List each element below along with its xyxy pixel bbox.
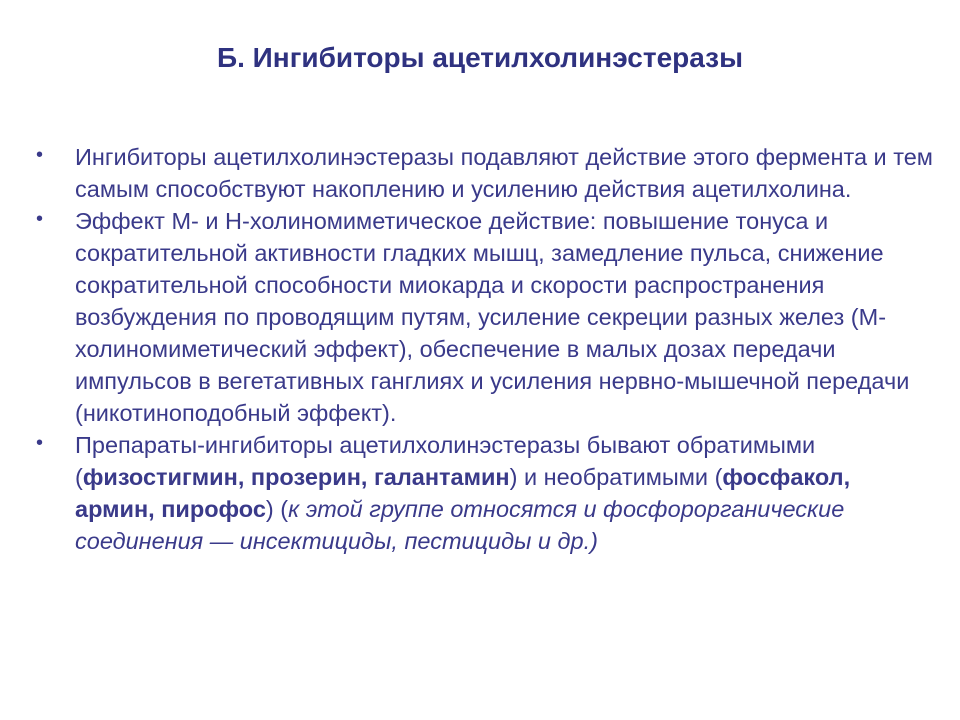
bullet-list <box>36 141 936 557</box>
bullet-text-part: ) и необратимыми ( <box>509 464 723 490</box>
bullet-text-part: Препараты-ингибиторы ацетилхолинэстеразы бывают обратимыми ( <box>75 432 816 490</box>
bullet-marker: • <box>36 144 44 166</box>
bullet-item-2 <box>36 205 936 429</box>
bullet-text-part: ) ( <box>265 496 289 522</box>
bullet-text: Ингибиторы ацетилхолинэстеразы подавляют действие этого фермента и тем самым способствуют накоплению и усилению действия ацетилхолина. <box>75 144 933 202</box>
organophosphate-note: к этой группе относятся и фосфорорганические соединения — инсектициды, пестициды и др.) <box>75 496 845 554</box>
bullet-item-1 <box>36 141 936 205</box>
bullet-marker: • <box>36 432 44 454</box>
drug-names-reversible: физостигмин, прозерин, галантамин <box>82 464 510 490</box>
slide-title: Б. Ингибиторы ацетилхолинэстеразы <box>216 42 744 73</box>
bullet-text <box>75 432 850 554</box>
bullet-marker: • <box>36 208 44 230</box>
bullet-text: Эффект М- и Н-холиномиметическое действие: повышение тонуса и сократительной активности гладких мышц, замедление пульса, снижение сократительной способности миокарда и скорости распространения возбуждения по проводящим путям, усиление секреции разных желез (М-холиномиметический эффект), обеспечение в малых дозах передачи импульсов в вегетативных ганглиях и усиления нервно-мышечной передачи (никотиноподобный эффект). <box>75 208 910 426</box>
bullet-item-3 <box>36 429 936 557</box>
drug-names-irreversible: фосфакол, армин, пирофос <box>75 464 851 522</box>
